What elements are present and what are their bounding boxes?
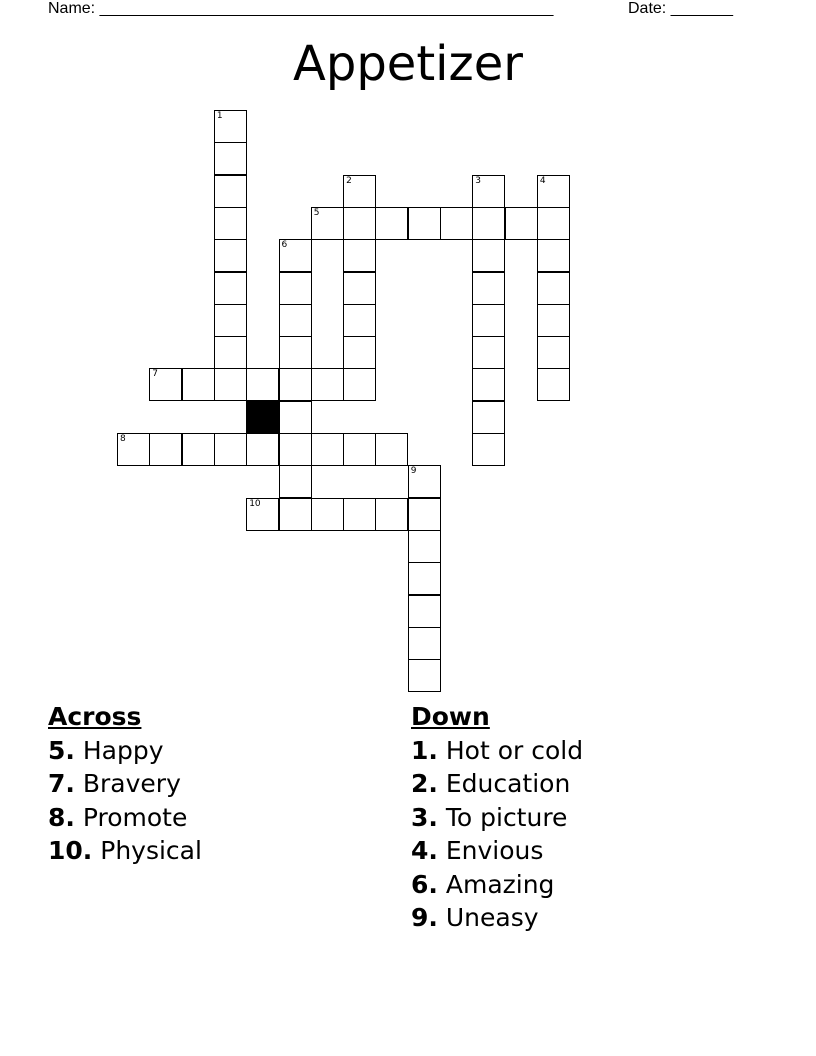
cell-number: 2 [346, 175, 352, 186]
clue-text: Physical [100, 836, 202, 865]
across-clue [48, 801, 202, 835]
down-clue [411, 901, 583, 935]
grid-cell[interactable] [408, 207, 441, 240]
grid-cell[interactable] [343, 239, 376, 272]
grid-cell[interactable] [375, 207, 408, 240]
grid-cell[interactable] [279, 368, 312, 401]
down-clue [411, 767, 583, 801]
grid-cell[interactable] [537, 175, 570, 208]
cell-number: 9 [410, 466, 417, 477]
grid-cell[interactable] [505, 207, 538, 240]
grid-cell[interactable] [408, 465, 441, 498]
grid-cell[interactable] [343, 175, 376, 208]
grid-cell[interactable] [472, 433, 505, 466]
grid-cell[interactable] [246, 433, 279, 466]
across-clues [48, 700, 202, 868]
grid-cell[interactable] [472, 239, 505, 272]
grid-cell[interactable] [149, 433, 182, 466]
clue-text: Promote [82, 802, 188, 832]
clue-text: Education [445, 769, 571, 798]
down-clue [411, 834, 583, 868]
puzzle-title: Appetizer [293, 36, 523, 92]
clue-text: Amazing [445, 869, 555, 899]
cell-number: 4 [539, 175, 546, 186]
grid-cell[interactable] [537, 272, 570, 305]
grid-cell[interactable] [537, 368, 570, 401]
grid-cell[interactable] [311, 433, 344, 466]
grid-cell[interactable] [214, 272, 247, 305]
grid-cell[interactable] [311, 498, 344, 531]
grid-cell[interactable] [472, 368, 505, 401]
grid-cell[interactable] [214, 433, 247, 466]
grid-cell[interactable] [246, 498, 279, 531]
grid-cell[interactable] [472, 175, 505, 208]
cell-number: 3 [475, 175, 482, 186]
grid-cell[interactable] [279, 465, 312, 498]
grid-cell[interactable] [214, 175, 247, 208]
across-clue [48, 834, 202, 868]
black-cell [246, 401, 279, 434]
cell-number: 8 [120, 434, 126, 444]
grid-cell[interactable] [149, 368, 182, 401]
cell-number: 1 [216, 111, 223, 121]
grid-cell[interactable] [214, 207, 247, 240]
clue-number: 10. [48, 836, 93, 865]
grid-cell[interactable] [343, 272, 376, 305]
grid-cell[interactable] [214, 304, 247, 337]
grid-cell[interactable] [279, 433, 312, 466]
grid-cell[interactable] [537, 207, 570, 240]
grid-cell[interactable] [343, 498, 376, 531]
clue-number: 8. [48, 802, 75, 832]
grid-cell[interactable] [214, 110, 247, 143]
grid-cell[interactable] [279, 272, 312, 305]
grid-cell[interactable] [408, 562, 441, 595]
grid-cell[interactable] [279, 336, 312, 369]
down-clue [411, 868, 583, 902]
clue-number: 5. [48, 735, 75, 765]
cell-number: 6 [281, 240, 288, 251]
down-heading: Down [411, 702, 490, 731]
grid-cell[interactable] [214, 142, 247, 175]
grid-cell[interactable] [472, 304, 505, 337]
down-clue [411, 734, 583, 768]
grid-cell[interactable] [472, 207, 505, 240]
grid-cell[interactable] [537, 336, 570, 369]
clue-number: 9. [411, 903, 438, 932]
grid-cell[interactable] [246, 368, 279, 401]
grid-cell[interactable] [343, 368, 376, 401]
grid-cell[interactable] [375, 433, 408, 466]
clue-number: 1. [411, 735, 438, 765]
grid-cell[interactable] [311, 368, 344, 401]
grid-cell[interactable] [472, 336, 505, 369]
grid-cell[interactable] [214, 336, 247, 369]
grid-cell[interactable] [537, 239, 570, 272]
clue-number: 7. [48, 769, 75, 798]
grid-cell[interactable] [375, 498, 408, 531]
across-clue [48, 734, 202, 768]
name-field[interactable]: Name: ___________________________________________________ [48, 0, 554, 17]
clue-number: 4. [411, 836, 438, 865]
grid-cell[interactable] [408, 595, 441, 628]
cell-number: 10 [249, 498, 261, 509]
down-clue [411, 801, 583, 835]
down-clues [411, 700, 583, 935]
clue-text: To picture [445, 802, 568, 832]
clue-number: 2. [411, 769, 438, 798]
clue-text: Bravery [82, 769, 181, 798]
clue-number: 6. [411, 869, 438, 899]
grid-cell[interactable] [214, 239, 247, 272]
grid-cell[interactable] [408, 627, 441, 660]
grid-cell[interactable] [537, 304, 570, 337]
across-heading: Across [48, 702, 142, 731]
cell-number: 7 [152, 369, 159, 380]
grid-cell[interactable] [182, 433, 215, 466]
across-clue [48, 767, 202, 801]
date-field[interactable]: Date: _______ [628, 0, 733, 17]
grid-cell[interactable] [408, 498, 441, 531]
grid-cell[interactable] [117, 433, 150, 466]
grid-cell[interactable] [408, 659, 441, 692]
grid-cell[interactable] [472, 272, 505, 305]
grid-cell[interactable] [408, 530, 441, 563]
grid-cell[interactable] [472, 401, 505, 434]
grid-cell[interactable] [343, 433, 376, 466]
grid-cell[interactable] [279, 401, 312, 434]
grid-cell[interactable] [343, 304, 376, 337]
grid-cell[interactable] [214, 368, 247, 401]
grid-cell[interactable] [343, 207, 376, 240]
cell-number: 5 [313, 207, 320, 218]
grid-cell[interactable] [440, 207, 473, 240]
grid-cell[interactable] [279, 498, 312, 531]
clue-text: Uneasy [445, 903, 539, 932]
grid-cell[interactable] [279, 239, 312, 272]
grid-cell[interactable] [343, 336, 376, 369]
clue-number: 3. [411, 802, 438, 832]
grid-cell[interactable] [182, 368, 215, 401]
grid-cell[interactable] [311, 207, 344, 240]
clue-text: Happy [82, 735, 164, 765]
clue-text: Envious [445, 836, 544, 865]
grid-cell[interactable] [279, 304, 312, 337]
clue-text: Hot or cold [445, 735, 584, 765]
